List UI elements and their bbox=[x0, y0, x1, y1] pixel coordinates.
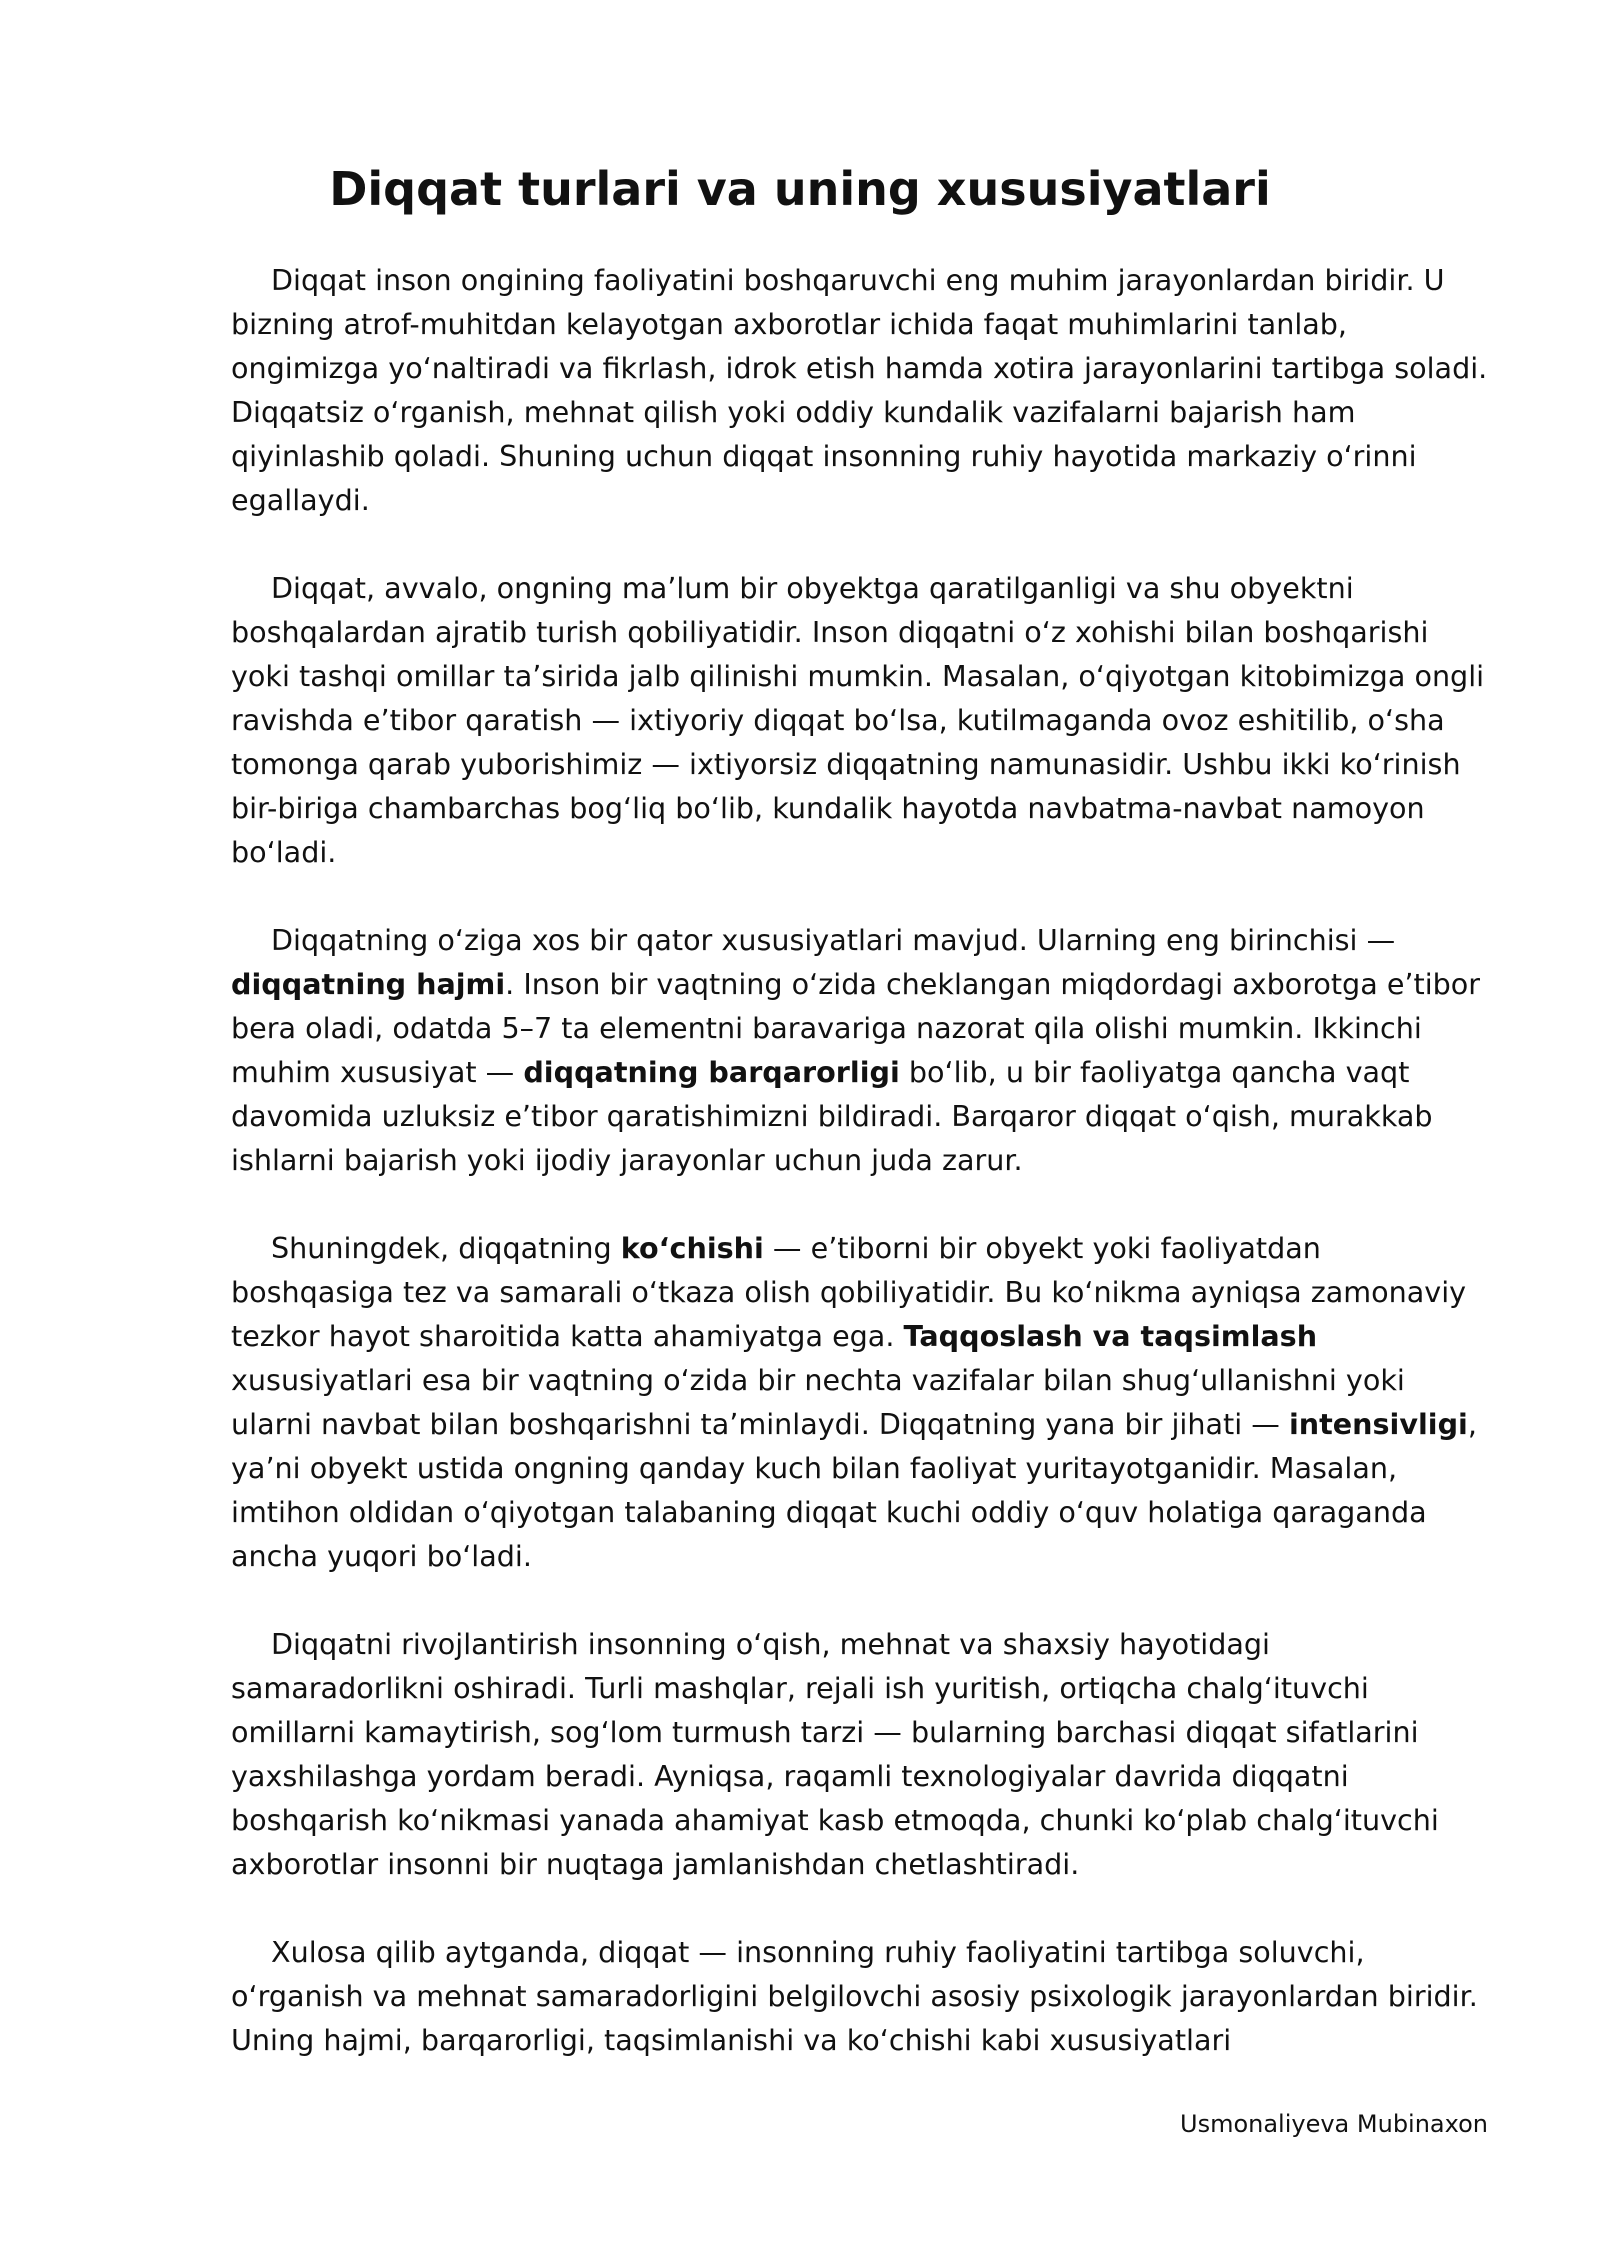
paragraph-text: xususiyatlari esa bir vaqtning oʻzida bir nechta vazifalar bilan shugʻullanishni yoki ularni navbat bilan boshqarishni taʼminlaydi. Diqqatning yana bir jihati — bbox=[231, 1363, 1405, 1441]
paragraph-text: Diqqatning oʻziga xos bir qator xususiyatlari mavjud. Ularning eng birinchisi — bbox=[271, 923, 1396, 957]
bold-term: diqqatning hajmi bbox=[231, 967, 506, 1001]
bold-term: koʻchishi bbox=[620, 1231, 764, 1265]
paragraph bbox=[231, 918, 1491, 1182]
paragraph-text: Xulosa qilib aytganda, diqqat — insonning ruhiy faoliyatini tartibga soluvchi, oʻrganish va mehnat samaradorligini belgilovchi asosiy psixologik jarayonlardan biridir. Uning hajmi, barqarorligi, taqsimlanishi va koʻchishi kabi xususiyatlari bbox=[231, 1935, 1478, 2057]
paragraph-text: Shuningdek, diqqatning bbox=[271, 1231, 621, 1265]
paragraph bbox=[231, 1930, 1491, 2062]
paragraph-text: . Inson bir vaqtning oʻzida cheklangan miqdordagi axborotga eʼtibor bera oladi, odatda 5–7 ta elementni baravariga nazorat qila olishi mumkin. Ikkinchi muhim xususiyat — bbox=[231, 967, 1481, 1089]
page-title: Diqqat turlari va uning xususiyatlari bbox=[329, 162, 1271, 216]
paragraph bbox=[231, 566, 1491, 874]
paragraph bbox=[231, 258, 1491, 522]
paragraph-text: Diqqat inson ongining faoliyatini boshqaruvchi eng muhim jarayonlardan biridir. U bizning atrof-muhitdan kelayotgan axborotlar ichida faqat muhimlarini tanlab, ongimizga yoʻnaltiradi va fikrlash, idrok etish hamda xotira jarayonlarini tartibga soladi. Diqqatsiz oʻrganish, mehnat qilish yoki oddiy kundalik vazifalarni bajarish ham qiyinlashib qoladi. Shuning uchun diqqat insonning ruhiy hayotida markaziy oʻrinni egallaydi. bbox=[231, 263, 1488, 517]
paragraph bbox=[231, 1622, 1491, 1886]
bold-term: Taqqoslash va taqsimlash bbox=[903, 1319, 1318, 1353]
document-body bbox=[231, 258, 1491, 2106]
paragraph-text: Diqqatni rivojlantirish insonning oʻqish, mehnat va shaxsiy hayotidagi samaradorlikni oshiradi. Turli mashqlar, rejali ish yuritish, ortiqcha chalgʻituvchi omillarni kamaytirish, sogʻlom turmush tarzi — bularning barchasi diqqat sifatlarini yaxshilashga yordam beradi. Ayniqsa, raqamli texnologiyalar davrida diqqatni boshqarish koʻnikmasi yanada ahamiyat kasb etmoqda, chunki koʻplab chalgʻituvchi axborotlar insonni bir nuqtaga jamlanishdan chetlashtiradi. bbox=[231, 1627, 1439, 1881]
bold-term: intensivligi bbox=[1288, 1407, 1468, 1441]
paragraph-text: , yaʼni obyekt ustida ongning qanday kuch bilan faoliyat yuritayotganidir. Masalan, imtihon oldidan oʻqiyotgan talabaning diqqat kuchi oddiy oʻquv holatiga qaraganda ancha yuqori boʻladi. bbox=[231, 1407, 1477, 1573]
bold-term: diqqatning barqarorligi bbox=[523, 1055, 900, 1089]
author-name: Usmonaliyeva Mubinaxon bbox=[1180, 2110, 1488, 2138]
paragraph-text: boʻlib, u bir faoliyatga qancha vaqt davomida uzluksiz eʼtibor qaratishimizni bildiradi. Barqaror diqqat oʻqish, murakkab ishlarni bajarish yoki ijodiy jarayonlar uchun juda zarur. bbox=[231, 1055, 1433, 1177]
paragraph bbox=[231, 1226, 1491, 1578]
paragraph-text: Diqqat, avvalo, ongning maʼlum bir obyektga qaratilganligi va shu obyektni boshqalardan ajratib turish qobiliyatidir. Inson diqqatni oʻz xohishi bilan boshqarishi yoki tashqi omillar taʼsirida jalb qilinishi mumkin. Masalan, oʻqiyotgan kitobimizga ongli ravishda eʼtibor qaratish — ixtiyoriy diqqat boʻlsa, kutilmaganda ovoz eshitilib, oʻsha tomonga qarab yuborishimiz — ixtiyorsiz diqqatning namunasidir. Ushbu ikki koʻrinish bir-biriga chambarchas bogʻliq boʻlib, kundalik hayotda navbatma-navbat namoyon boʻladi. bbox=[231, 571, 1485, 869]
paragraph-text: — eʼtiborni bir obyekt yoki faoliyatdan boshqasiga tez va samarali oʻtkaza olish qobiliyatidir. Bu koʻnikma ayniqsa zamonaviy tezkor hayot sharoitida katta ahamiyatga ega. bbox=[231, 1231, 1467, 1353]
